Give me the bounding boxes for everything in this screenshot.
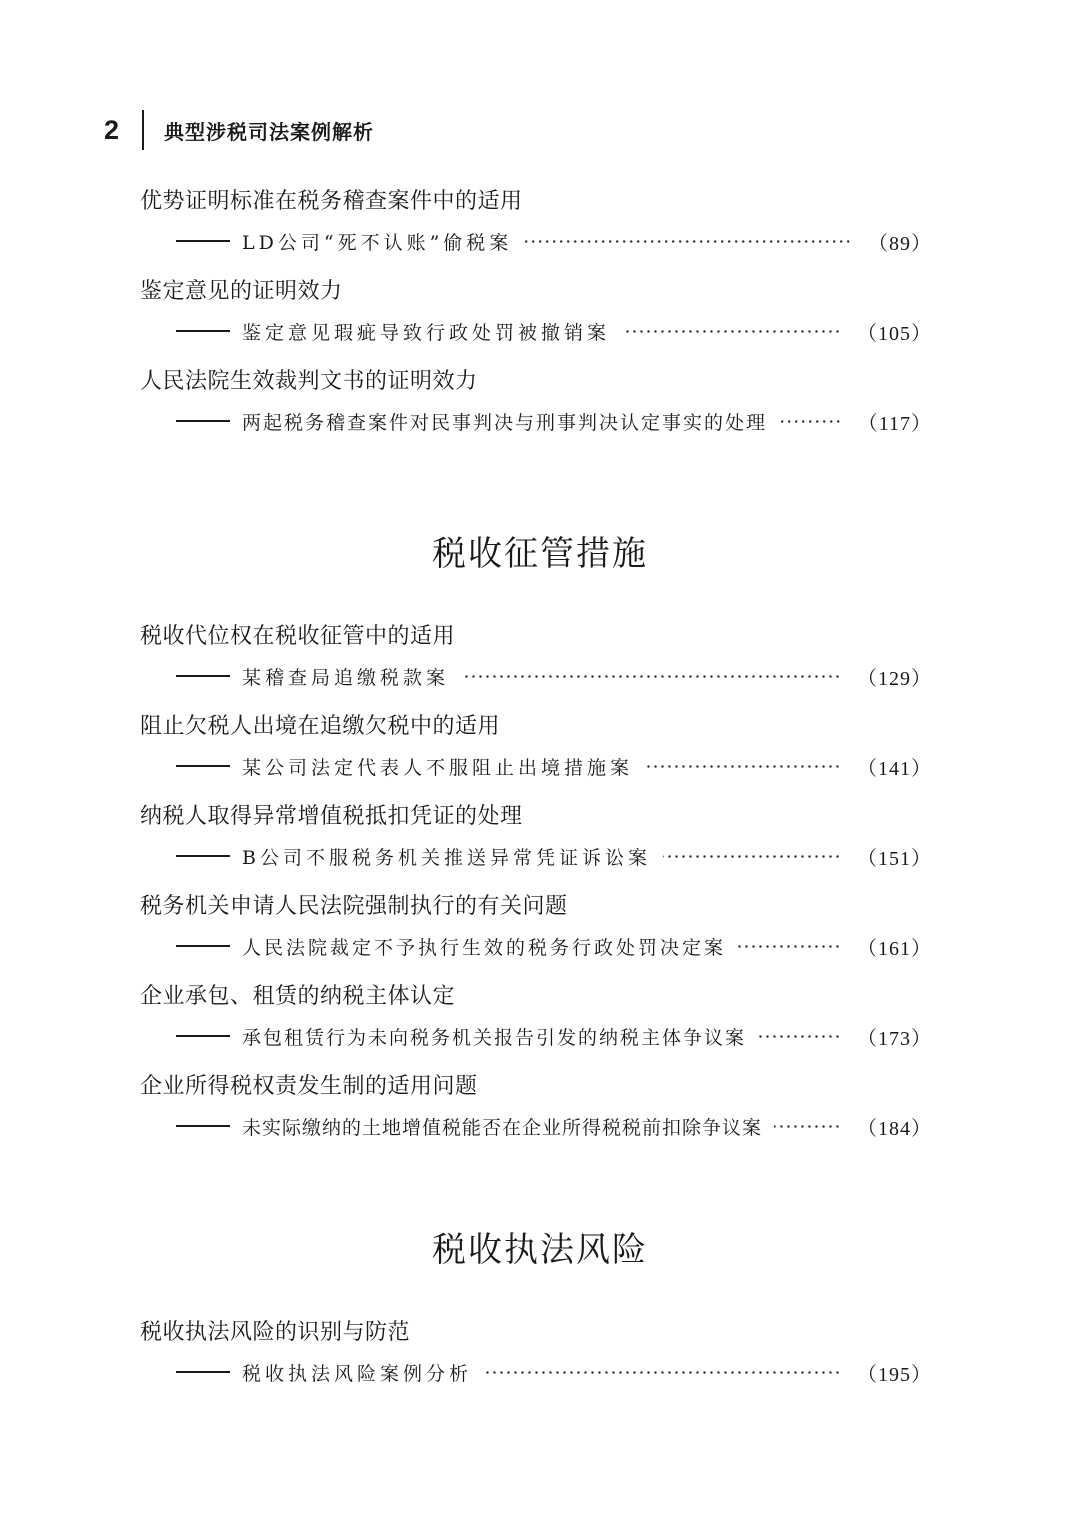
em-dash (176, 1125, 230, 1127)
entry-subtitle: 人民法院裁定不予执行生效的税务行政处罚决定案 (242, 936, 727, 959)
entry-subtitle: 承包租赁行为未向税务机关报告引发的纳税主体争议案 (242, 1026, 747, 1049)
entry-title: 纳税人取得异常增值税抵扣凭证的处理 (140, 804, 523, 829)
entry-subtitle: 税收执法风险案例分析 (242, 1362, 473, 1385)
dot-leader (738, 945, 841, 948)
em-dash (176, 945, 230, 947)
em-dash (176, 1371, 230, 1373)
entry-subtitle-row (176, 1109, 932, 1143)
entry-title: 税务机关申请人民法院强制执行的有关问题 (140, 894, 568, 919)
entry-subtitle: 未实际缴纳的土地增值税能否在企业所得税税前扣除争议案 (242, 1116, 763, 1139)
dot-leader (484, 1371, 841, 1374)
entry-subtitle: 两起税务稽查案件对民事判决与刑事判决认定事实的处理 (242, 411, 768, 434)
running-header (104, 108, 374, 152)
dot-leader (645, 765, 841, 768)
entry-title: 优势证明标准在税务稽查案件中的适用 (140, 189, 523, 214)
em-dash (176, 240, 230, 242)
entry-page-ref: （117） (857, 412, 932, 435)
entry-subtitle-row (176, 659, 932, 693)
toc-section-collection (140, 621, 932, 1161)
page-number: 2 (104, 114, 120, 145)
entry-subtitle-row (176, 839, 932, 873)
entry-page-ref: （129） (857, 667, 932, 690)
entry-page-ref: （89） (868, 232, 932, 255)
toc-entry[interactable] (140, 621, 932, 711)
dot-leader (663, 855, 841, 858)
entry-subtitle-row (176, 1355, 932, 1389)
em-dash (176, 330, 230, 332)
entry-page-ref: （195） (857, 1363, 932, 1386)
dot-leader (779, 420, 842, 423)
toc-section-evidence (140, 186, 932, 456)
em-dash (176, 855, 230, 857)
entry-subtitle-row (176, 224, 932, 258)
entry-subtitle: 某稽查局追缴税款案 (242, 666, 450, 689)
toc-entry[interactable] (140, 1317, 932, 1407)
toc-entry[interactable] (140, 711, 932, 801)
book-title: 典型涉税司法案例解析 (164, 119, 374, 144)
entry-page-ref: （184） (857, 1117, 932, 1140)
dot-leader (461, 675, 841, 678)
header-divider (142, 110, 144, 150)
toc-entry[interactable] (140, 276, 932, 366)
entry-page-ref: （105） (857, 322, 932, 345)
entry-page-ref: （141） (857, 757, 932, 780)
entry-page-ref: （173） (857, 1027, 932, 1050)
entry-subtitle: 鉴定意见瑕疵导致行政处罚被撤销案 (242, 321, 611, 344)
toc-section-enforcement-risk (140, 1317, 932, 1407)
dot-leader (622, 330, 841, 333)
entry-title: 税收执法风险的识别与防范 (140, 1320, 411, 1345)
entry-title: 企业所得税权责发生制的适用问题 (140, 1074, 478, 1099)
entry-subtitle-row (176, 1019, 932, 1053)
em-dash (176, 675, 230, 677)
entry-subtitle: LD公司“死不认账”偷税案 (242, 231, 513, 254)
entry-title: 阻止欠税人出境在追缴欠税中的适用 (140, 714, 501, 739)
entry-subtitle-row (176, 404, 932, 438)
dot-leader (774, 1125, 841, 1128)
dot-leader (524, 240, 852, 243)
toc-entry[interactable] (140, 186, 932, 276)
dot-leader (758, 1035, 841, 1038)
entry-title: 税收代位权在税收征管中的适用 (140, 624, 456, 649)
entry-title: 人民法院生效裁判文书的证明效力 (140, 369, 478, 394)
entry-subtitle: 某公司法定代表人不服阻止出境措施案 (242, 756, 634, 779)
entry-title: 企业承包、租赁的纳税主体认定 (140, 984, 456, 1009)
entry-subtitle-row (176, 929, 932, 963)
entry-page-ref: （151） (857, 847, 932, 870)
toc-entry[interactable] (140, 366, 932, 456)
entry-title: 鉴定意见的证明效力 (140, 279, 343, 304)
toc-entry[interactable] (140, 981, 932, 1071)
em-dash (176, 1035, 230, 1037)
section-heading: 税收征管措施 (432, 534, 648, 574)
entry-subtitle: B公司不服税务机关推送异常凭证诉讼案 (242, 846, 651, 869)
entry-subtitle-row (176, 749, 932, 783)
section-heading: 税收执法风险 (432, 1230, 648, 1270)
em-dash (176, 765, 230, 767)
entry-page-ref: （161） (857, 937, 932, 960)
em-dash (176, 420, 230, 422)
toc-entry[interactable] (140, 891, 932, 981)
toc-entry[interactable] (140, 1071, 932, 1161)
toc-entry[interactable] (140, 801, 932, 891)
entry-subtitle-row (176, 314, 932, 348)
